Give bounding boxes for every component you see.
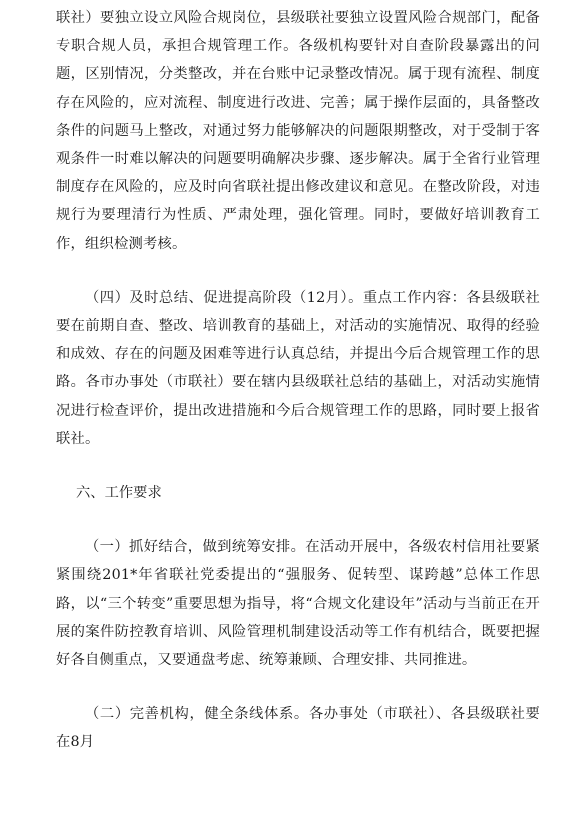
- paragraph-spacer: [56, 507, 540, 533]
- paragraph-improve-organization: （二）完善机构，健全条线体系。各办事处（市联社）、各县级联社要在8月: [56, 706, 540, 751]
- paragraph-spacer: [56, 453, 540, 479]
- paragraph-spacer: [56, 674, 540, 700]
- section-heading-work-requirements: 六、工作要求: [76, 485, 162, 502]
- paragraph-combine-coordinate: （一）抓好结合，做到统筹安排。在活动开展中，各级农村信用社要紧紧围绕201*年省联社党委提出的“强服务、促转型、谋跨越”总体工作思路，以“三个转变”重要思想为指导，将“合规文化建设年”活动与当前正在开展的案件防控教育培训、风险管理机制建设活动等工作有机结合，既要把握好各自侧重点，又要通盘考虑、统筹兼顾、合理安排、共同推进。: [56, 539, 540, 669]
- paragraph-spacer: [56, 258, 540, 284]
- paragraph-summary-stage: （四）及时总结、促进提高阶段（12月）。重点工作内容：各县级联社要在前期自查、整改、培训教育的基础上，对活动的实施情况、取得的经验和成效、存在的问题及困难等进行认真总结，并提出今后合规管理工作的思路。各市办事处（市联社）要在辖内县级联社总结的基础上，对活动实施情况进行检查评价，提出改进措施和今后合规管理工作的思路，同时要上报省联社。: [56, 289, 540, 447]
- paragraph-risk-compliance-rectification: 联社）要独立设立风险合规岗位，县级联社要独立设置风险合规部门，配备专职合规人员，承担合规管理工作。各级机构要针对自查阶段暴露出的问题，区别情况，分类整改，并在台账中记录整改情况。属于现有流程、制度存在风险的，应对流程、制度进行改进、完善；属于操作层面的，具备整改条件的问题马上整改，对通过努力能够解决的问题限期整改，对于受制于客观条件一时难以解决的问题要明确解决步骤、逐步解决。属于全省行业管理制度存在风险的，应及时向省联社提出修改建议和意见。在整改阶段，对违规行为要理清行为性质、严肃处理，强化管理。同时，要做好培训教育工作，组织检测考核。: [56, 10, 540, 252]
